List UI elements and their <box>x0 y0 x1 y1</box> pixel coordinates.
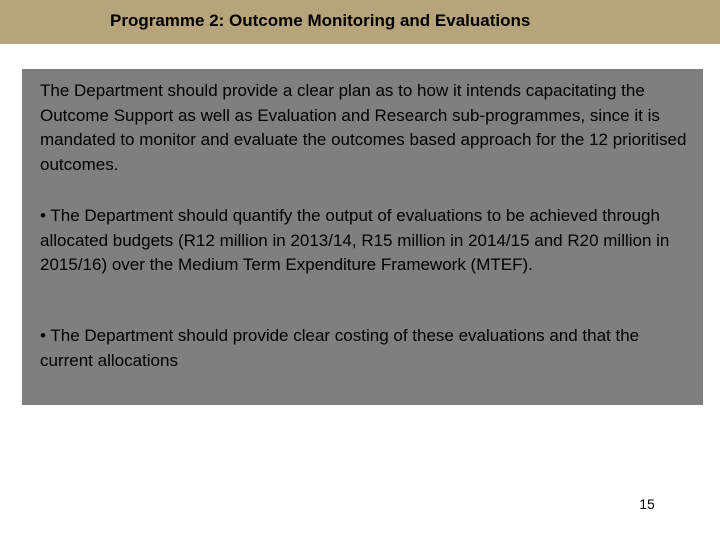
bullet-quantify-output: • The Department should quantify the output of evaluations to be achieved through allocated budgets (R12 million in 2013/14, R15 million in 2014/15 and R20 million in 2015/16) over the Medium Term Expenditure Framework (MTEF). <box>40 206 670 274</box>
paragraph-capacitating-plan: The Department should provide a clear plan as to how it intends capacitating the Outcome Support as well as Evaluation and Research sub-programmes, since it is mandated to monitor and evaluate the outcomes based approach for the 12 prioritised outcomes. <box>40 81 687 174</box>
slide-title: Programme 2: Outcome Monitoring and Evaluations <box>110 11 531 30</box>
title-bar <box>0 0 720 44</box>
page-number: 15 <box>639 496 655 512</box>
content-box <box>22 69 703 405</box>
bullet-clear-costing: • The Department should provide clear costing of these evaluations and that the current allocations <box>40 326 640 370</box>
